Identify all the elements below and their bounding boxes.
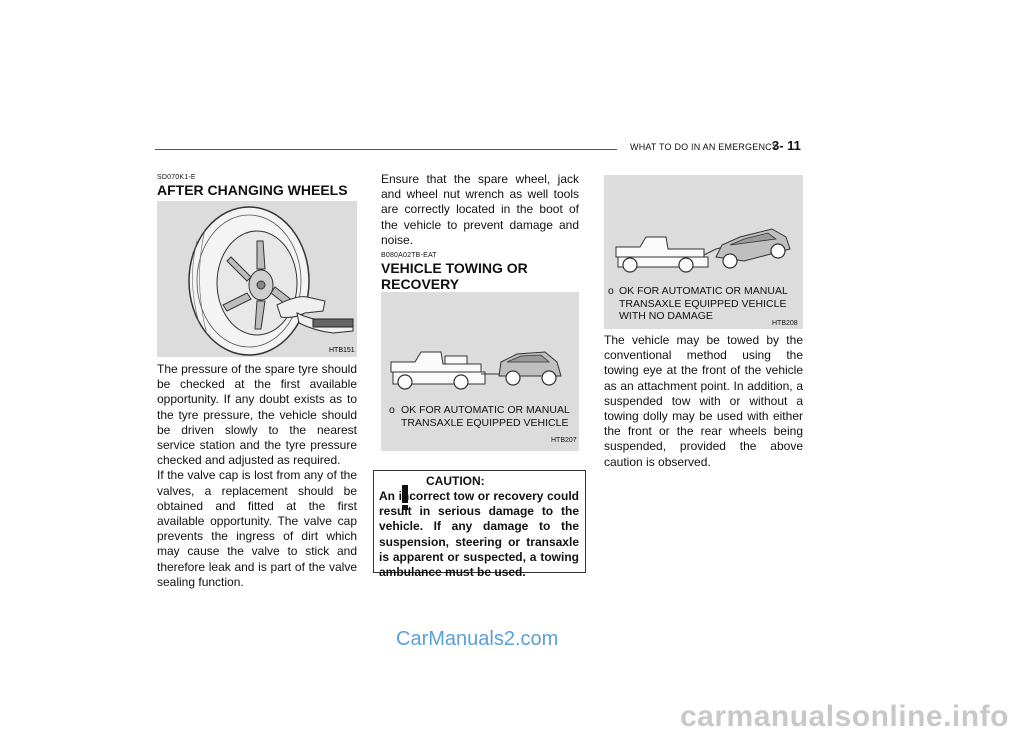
section-title: WHAT TO DO IN AN EMERGENCY xyxy=(630,142,779,152)
caution-box xyxy=(373,470,586,580)
section-paragraph: The pressure of the spare tyre should be checked at the first available opportunity. If any doubt exists as to the tyre pressure, the vehicle should be driven slowly to the nearest service station and the tyre pressure checked and adjusted as required. If the valve cap is lost from any of the valves, a replacement should be obtained and fitted at the first available opportunity. The valve cap prevents the ingress of dirt which may cause the valve to stick and therefore leak and is part of the valve sealing function. xyxy=(157,362,357,589)
header-rule xyxy=(155,149,617,150)
watermark-link[interactable]: CarManuals2.com xyxy=(396,628,559,650)
tyre-illustration xyxy=(157,201,357,357)
section-code: SD070K1-E xyxy=(157,174,196,181)
section-heading: AFTER CHANGING WHEELS xyxy=(157,182,348,198)
caution-body: An incorrect tow or recovery could result in serious damage to the vehicle. If any damage to the suspension, steering or transaxle is apparent or suspected, a towing ambulance must be used. xyxy=(379,489,579,580)
section-code: B080A02TB-EAT xyxy=(381,252,437,259)
figure-id: HTB151 xyxy=(329,347,355,354)
figure-id: HTB207 xyxy=(551,437,577,444)
towing-figure-rear xyxy=(604,175,803,329)
tyre-figure xyxy=(157,201,357,357)
towing-figure xyxy=(381,292,579,451)
watermark-text: carmanualsonline.info xyxy=(680,700,1009,733)
figure-id: HTB208 xyxy=(772,320,798,327)
intro-paragraph: Ensure that the spare wheel, jack and wheel nut wrench as well tools are correctly located in the boot of the vehicle to prevent damage and noise. xyxy=(381,172,579,247)
caption-bullet: o xyxy=(389,404,395,416)
section-paragraph: The vehicle may be towed by the conventional method using the towing eye at the front of the vehicle as an attachment point. In addition, a suspended tow with or without a towing dolly may be used with either the front or the rear wheels being suspended, provided the above caution is observed. xyxy=(604,333,803,469)
figure-caption: OK FOR AUTOMATIC OR MANUAL TRANSAXLE EQUIPPED VEHICLE xyxy=(401,404,570,429)
page-number: 3- 11 xyxy=(772,138,801,153)
section-heading: VEHICLE TOWING OR RECOVERY xyxy=(381,260,528,292)
figure-caption: OK FOR AUTOMATIC OR MANUAL TRANSAXLE EQUIPPED VEHICLE WITH NO DAMAGE xyxy=(619,285,788,322)
caption-bullet: o xyxy=(608,285,614,297)
caution-title: CAUTION: xyxy=(426,474,485,488)
